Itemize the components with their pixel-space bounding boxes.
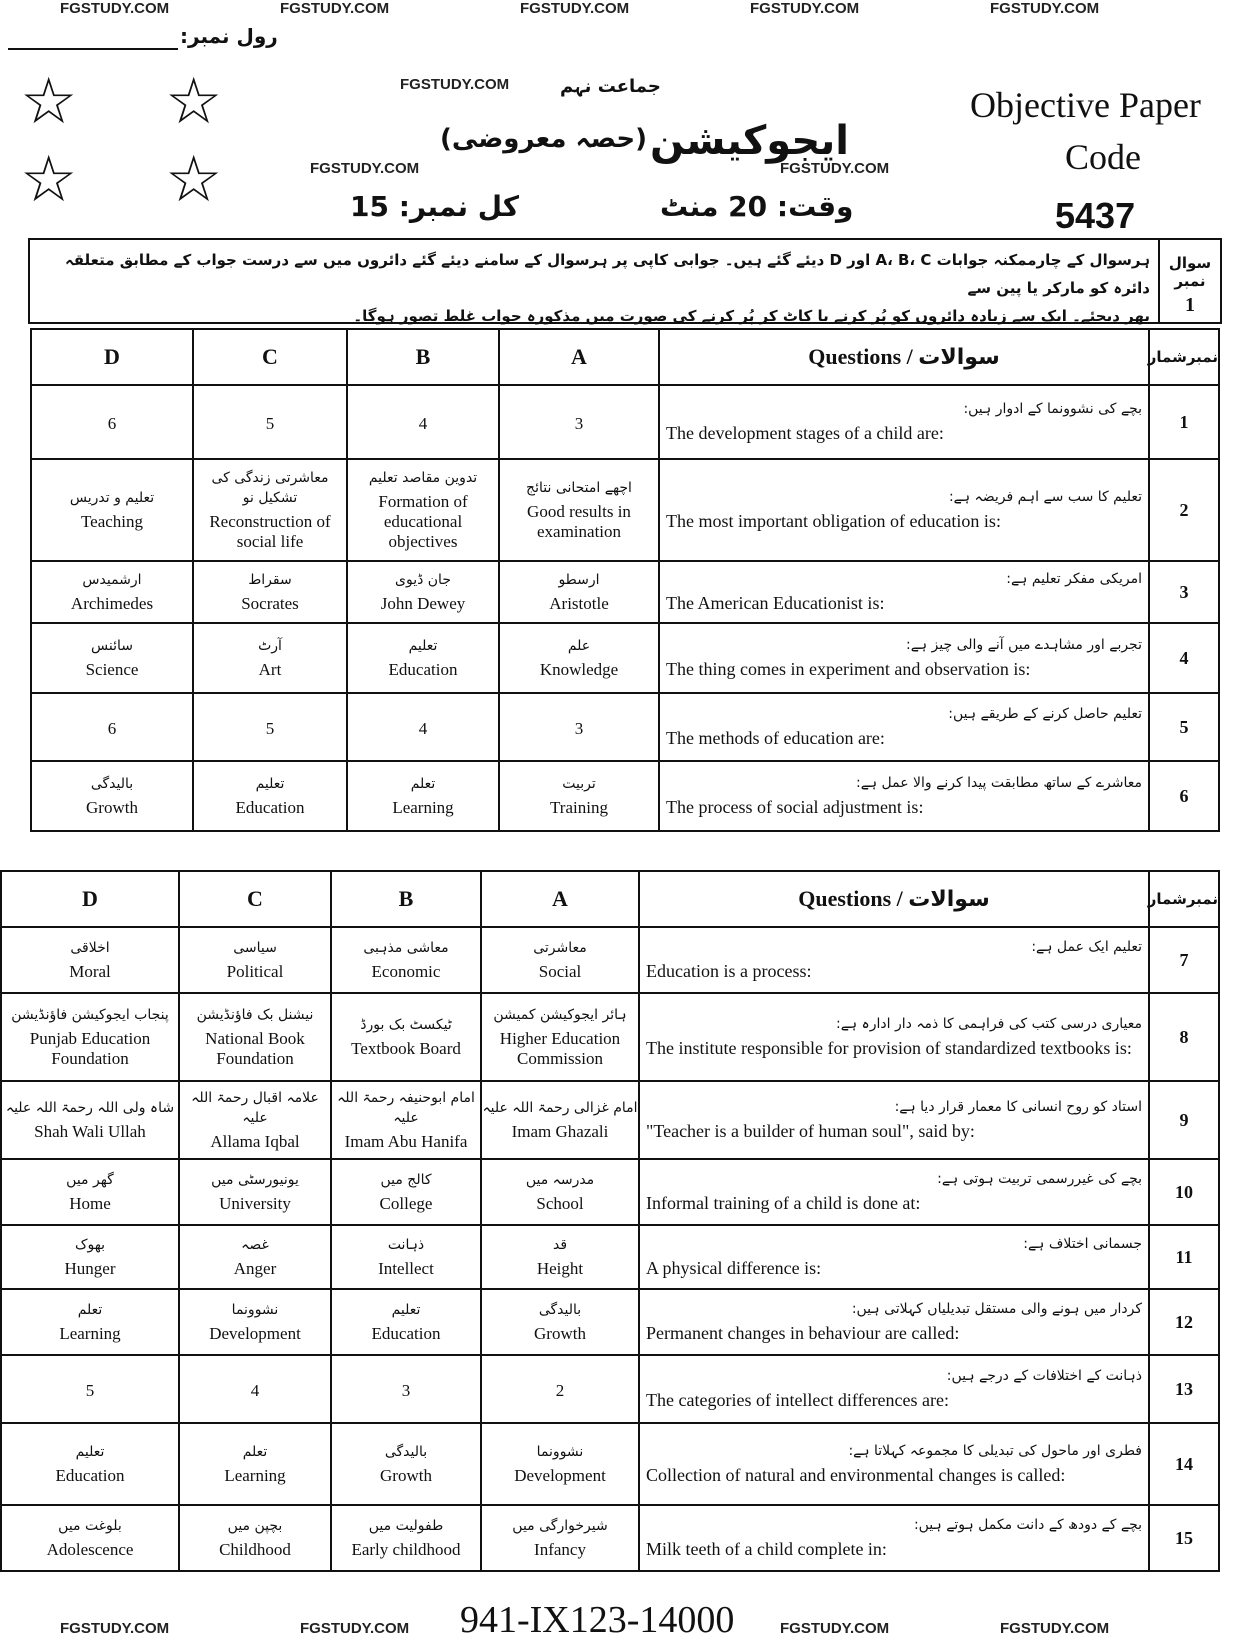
option-c-english: Art bbox=[258, 660, 282, 679]
option-a-urdu: قد bbox=[552, 1237, 568, 1253]
watermark: FGSTUDY.COM bbox=[60, 1620, 170, 1637]
option-b-cell bbox=[347, 385, 499, 459]
option-c-english: Allama Iqbal bbox=[210, 1132, 300, 1151]
option-d-urdu: بالیدگی bbox=[90, 776, 134, 792]
option-a-english: Social bbox=[538, 962, 582, 981]
question-number: 9 bbox=[1149, 1081, 1219, 1159]
question-urdu: استاد کو روح انسانی کا معمار قرار دیا ہے: bbox=[894, 1098, 1142, 1115]
option-b-urdu: ٹیکسٹ بک بورڈ bbox=[360, 1017, 452, 1033]
option-a-urdu: ارسطو bbox=[558, 572, 600, 588]
option-a-english: 3 bbox=[574, 719, 584, 738]
option-d-urdu: پنجاب ایجوکیشن فاؤنڈیشن bbox=[11, 1007, 169, 1023]
questions-header-ur: سوالات bbox=[908, 887, 990, 912]
question-row bbox=[1, 1225, 1219, 1289]
option-a-cell bbox=[481, 1159, 639, 1225]
question-row bbox=[31, 761, 1219, 831]
option-d-cell bbox=[1, 1355, 179, 1423]
option-a-english: Training bbox=[550, 798, 608, 817]
option-a-cell bbox=[499, 761, 659, 831]
option-b-cell bbox=[347, 561, 499, 623]
question-cell bbox=[639, 927, 1149, 993]
option-a-english: Growth bbox=[534, 1324, 586, 1343]
question-english: A physical difference is: bbox=[646, 1257, 822, 1278]
option-a-urdu: امام غزالی رحمۃ اللہ علیہ bbox=[482, 1100, 638, 1116]
option-c-cell bbox=[179, 1159, 331, 1225]
option-d-urdu: تعلم bbox=[77, 1302, 103, 1318]
option-a-urdu: علم bbox=[567, 638, 591, 654]
option-c-cell bbox=[193, 385, 347, 459]
question-cell bbox=[659, 561, 1149, 623]
question-urdu: تعلیم ایک عمل ہے: bbox=[1031, 938, 1142, 955]
question-cell bbox=[639, 993, 1149, 1081]
option-b-english: Formation of educational objectives bbox=[378, 492, 468, 551]
option-c-header: C bbox=[193, 329, 347, 385]
paper-footer-code: 941-IX123-14000 bbox=[460, 1599, 735, 1641]
option-c-cell bbox=[179, 1289, 331, 1355]
question-english: The process of social adjustment is: bbox=[666, 796, 924, 817]
option-a-english: 2 bbox=[555, 1381, 565, 1400]
question-cell bbox=[639, 1081, 1149, 1159]
option-d-urdu: سائنس bbox=[91, 638, 133, 654]
question-cell bbox=[639, 1423, 1149, 1505]
question-row bbox=[1, 1355, 1219, 1423]
option-d-cell bbox=[31, 693, 193, 761]
option-d-urdu: اخلاقی bbox=[70, 940, 110, 956]
question-cell bbox=[659, 693, 1149, 761]
question-english: The institute responsible for provision of standardized textbooks is: bbox=[646, 1037, 1132, 1058]
option-b-cell bbox=[331, 993, 481, 1081]
watermark: FGSTUDY.COM bbox=[300, 1620, 410, 1637]
question-number: 3 bbox=[1149, 561, 1219, 623]
questions-header-en: Questions bbox=[808, 344, 902, 369]
option-a-cell bbox=[481, 1289, 639, 1355]
question-number: 13 bbox=[1149, 1355, 1219, 1423]
option-b-urdu: معاشی مذہبی bbox=[363, 940, 449, 956]
questions-header bbox=[659, 329, 1149, 385]
option-b-urdu: تعلم bbox=[410, 776, 436, 792]
serial-header: نمبرشمار bbox=[1149, 329, 1219, 385]
option-c-english: Development bbox=[209, 1324, 301, 1343]
option-c-urdu: سیاسی bbox=[233, 940, 277, 956]
option-c-cell bbox=[193, 761, 347, 831]
question-row bbox=[31, 693, 1219, 761]
option-b-cell bbox=[331, 1225, 481, 1289]
option-a-english: Infancy bbox=[534, 1540, 586, 1559]
option-a-english: Good results in examination bbox=[527, 502, 631, 541]
option-a-english: Imam Ghazali bbox=[511, 1122, 609, 1141]
option-c-cell bbox=[193, 561, 347, 623]
watermark: FGSTUDY.COM bbox=[780, 160, 890, 177]
option-a-english: 3 bbox=[574, 414, 584, 433]
option-a-cell bbox=[481, 927, 639, 993]
option-c-english: Reconstruction of social life bbox=[209, 512, 331, 551]
option-b-english: Economic bbox=[371, 962, 441, 981]
option-d-english: Moral bbox=[69, 962, 111, 981]
question-number: 2 bbox=[1149, 459, 1219, 561]
option-d-english: Adolescence bbox=[46, 1540, 134, 1559]
option-c-cell bbox=[179, 1225, 331, 1289]
option-c-cell bbox=[179, 1505, 331, 1571]
code-value: 5437 bbox=[1055, 195, 1136, 236]
option-b-english: Textbook Board bbox=[351, 1039, 461, 1058]
option-d-urdu: ارشمیدس bbox=[82, 572, 142, 588]
option-c-english: 5 bbox=[265, 414, 275, 433]
option-d-urdu: تعلیم bbox=[75, 1444, 105, 1460]
option-a-cell bbox=[499, 561, 659, 623]
option-c-english: 5 bbox=[265, 719, 275, 738]
option-c-urdu: تعلیم bbox=[255, 776, 285, 792]
option-d-cell bbox=[1, 1225, 179, 1289]
option-c-english: Learning bbox=[224, 1466, 286, 1485]
question-english: Milk teeth of a child complete in: bbox=[646, 1538, 887, 1559]
option-a-urdu: تربیت bbox=[562, 776, 596, 792]
option-b-cell bbox=[347, 623, 499, 693]
option-b-header: B bbox=[347, 329, 499, 385]
option-b-english: Growth bbox=[380, 1466, 432, 1485]
option-c-cell bbox=[179, 1081, 331, 1159]
header-separator: / bbox=[906, 344, 913, 369]
question-number: 7 bbox=[1149, 927, 1219, 993]
option-d-cell bbox=[31, 459, 193, 561]
question-english: The American Educationist is: bbox=[666, 592, 885, 613]
questions-table-part-2 bbox=[0, 870, 1220, 1572]
option-c-urdu: غصہ bbox=[241, 1237, 269, 1253]
option-d-english: Archimedes bbox=[70, 594, 154, 613]
watermark: FGSTUDY.COM bbox=[400, 76, 510, 93]
option-c-urdu: سقراط bbox=[248, 572, 292, 588]
option-b-english: Early childhood bbox=[351, 1540, 461, 1559]
question-row bbox=[31, 385, 1219, 459]
option-b-urdu: ذہانت bbox=[387, 1237, 425, 1253]
option-c-urdu: نیشنل بک فاؤنڈیشن bbox=[196, 1007, 314, 1023]
option-a-cell bbox=[499, 623, 659, 693]
option-a-english: Higher Education Commission bbox=[499, 1029, 621, 1068]
option-a-urdu: اچھے امتحانی نتائج bbox=[526, 480, 632, 496]
question-number: 14 bbox=[1149, 1423, 1219, 1505]
option-c-english: Education bbox=[235, 798, 305, 817]
option-c-english: National Book Foundation bbox=[205, 1029, 305, 1068]
question-number: 6 bbox=[1149, 761, 1219, 831]
option-d-cell bbox=[1, 1159, 179, 1225]
question-english: The development stages of a child are: bbox=[666, 422, 944, 443]
option-b-urdu: امام ابوحنیفہ رحمۃ اللہ علیہ bbox=[337, 1090, 475, 1126]
option-c-english: Childhood bbox=[219, 1540, 291, 1559]
marks-label: کل نمبر: 15 bbox=[350, 190, 520, 223]
questions-header-ur: سوالات bbox=[918, 345, 1000, 370]
question-number: 1 bbox=[1185, 294, 1195, 316]
watermark: FGSTUDY.COM bbox=[990, 0, 1100, 17]
option-b-english: Learning bbox=[392, 798, 454, 817]
question-row bbox=[31, 561, 1219, 623]
option-a-cell bbox=[499, 385, 659, 459]
code-label: Code bbox=[1065, 137, 1141, 177]
option-b-cell bbox=[347, 693, 499, 761]
question-urdu: تعلیم کا سب سے اہم فریضہ ہے: bbox=[948, 488, 1142, 505]
option-b-english: 4 bbox=[418, 414, 428, 433]
question-row bbox=[1, 1159, 1219, 1225]
option-c-cell bbox=[193, 623, 347, 693]
question-row bbox=[1, 1423, 1219, 1505]
option-b-cell bbox=[331, 1355, 481, 1423]
question-number: 15 bbox=[1149, 1505, 1219, 1571]
option-d-english: 6 bbox=[107, 719, 117, 738]
question-row bbox=[1, 1081, 1219, 1159]
option-b-urdu: تعلیم bbox=[391, 1302, 421, 1318]
question-english: Collection of natural and environmental changes is called: bbox=[646, 1464, 1066, 1485]
question-urdu: بچے کے دودھ کے دانت مکمل ہوتے ہیں: bbox=[913, 1516, 1142, 1533]
option-a-urdu: بالیدگی bbox=[538, 1302, 582, 1318]
option-b-cell bbox=[331, 1159, 481, 1225]
option-b-urdu: تعلیم bbox=[408, 638, 438, 654]
questions-header bbox=[639, 871, 1149, 927]
question-english: The categories of intellect differences are: bbox=[646, 1389, 950, 1410]
star-icon: ☆ bbox=[20, 65, 78, 139]
option-c-english: University bbox=[219, 1194, 291, 1213]
option-d-cell bbox=[31, 561, 193, 623]
option-b-urdu: جان ڈیوی bbox=[395, 572, 451, 588]
question-cell bbox=[639, 1289, 1149, 1355]
watermark: FGSTUDY.COM bbox=[520, 0, 630, 17]
questions-table-part-1 bbox=[30, 328, 1220, 832]
option-a-english: Knowledge bbox=[539, 660, 619, 679]
questions-header-en: Questions bbox=[798, 886, 892, 911]
question-urdu: بچے کی نشوونما کے ادوار ہیں: bbox=[963, 400, 1142, 417]
option-d-cell bbox=[1, 1505, 179, 1571]
option-c-urdu: معاشرتی زندگی کی تشکیل نو bbox=[211, 470, 329, 506]
class-label: جماعت نہم bbox=[560, 76, 661, 97]
option-a-cell bbox=[499, 693, 659, 761]
option-b-english: Education bbox=[371, 1324, 441, 1343]
option-c-english: Socrates bbox=[241, 594, 299, 613]
question-cell bbox=[639, 1505, 1149, 1571]
option-d-english: Learning bbox=[59, 1324, 121, 1343]
option-a-cell bbox=[481, 1505, 639, 1571]
question-cell bbox=[659, 761, 1149, 831]
option-c-urdu: آرٹ bbox=[258, 638, 282, 654]
option-d-english: Education bbox=[55, 1466, 125, 1485]
option-d-english: Shah Wali Ullah bbox=[34, 1122, 146, 1141]
option-b-cell bbox=[331, 1081, 481, 1159]
option-c-cell bbox=[179, 1355, 331, 1423]
option-a-english: Height bbox=[536, 1259, 584, 1278]
section-title: (حصہ معروضی) bbox=[440, 124, 647, 154]
question-number: 12 bbox=[1149, 1289, 1219, 1355]
question-english: Permanent changes in behaviour are called: bbox=[646, 1322, 960, 1343]
instructions-text bbox=[50, 246, 1150, 330]
time-label: وقت: 20 منٹ bbox=[660, 190, 854, 223]
question-number: 4 bbox=[1149, 623, 1219, 693]
option-d-urdu: بھوک bbox=[74, 1237, 106, 1253]
header-separator: / bbox=[896, 886, 903, 911]
option-c-english: 4 bbox=[250, 1381, 260, 1400]
star-icon: ☆ bbox=[165, 143, 223, 217]
question-english: The thing comes in experiment and observation is: bbox=[666, 658, 1031, 679]
subject-title: ایجوکیشن bbox=[650, 118, 849, 164]
question-english: Informal training of a child is done at: bbox=[646, 1192, 921, 1213]
option-c-urdu: علامہ اقبال رحمۃ اللہ علیہ bbox=[191, 1090, 319, 1126]
question-number: 1 bbox=[1149, 385, 1219, 459]
question-urdu: فطری اور ماحول کی تبدیلی کا مجموعہ کہلاتا ہے: bbox=[848, 1442, 1142, 1459]
option-b-english: Imam Abu Hanifa bbox=[344, 1132, 468, 1151]
option-b-urdu: بالیدگی bbox=[384, 1444, 428, 1460]
question-urdu: بچے کی غیررسمی تربیت ہوتی ہے: bbox=[937, 1170, 1142, 1187]
option-c-urdu: یونیورسٹی میں bbox=[211, 1172, 299, 1188]
option-c-english: Anger bbox=[233, 1259, 277, 1278]
option-a-urdu: ہائر ایجوکیشن کمیشن bbox=[493, 1007, 627, 1023]
option-d-english: Teaching bbox=[80, 512, 144, 531]
option-b-cell bbox=[331, 1423, 481, 1505]
option-a-cell bbox=[481, 1225, 639, 1289]
option-b-urdu: کالج میں bbox=[380, 1172, 432, 1188]
option-a-urdu: مدرسہ میں bbox=[525, 1172, 595, 1188]
question-urdu: تجربے اور مشاہدے میں آنے والی چیز ہے: bbox=[905, 636, 1142, 653]
option-d-urdu: شاہ ولی اللہ رحمۃ اللہ علیہ bbox=[5, 1100, 175, 1116]
option-c-cell bbox=[193, 693, 347, 761]
option-a-urdu: معاشرتی bbox=[533, 940, 587, 956]
option-c-urdu: تعلم bbox=[242, 1444, 268, 1460]
option-c-cell bbox=[179, 1423, 331, 1505]
option-a-cell bbox=[481, 1355, 639, 1423]
option-d-english: Punjab Education Foundation bbox=[29, 1029, 151, 1068]
watermark: FGSTUDY.COM bbox=[780, 1620, 890, 1637]
question-english: Education is a process: bbox=[646, 960, 812, 981]
option-b-english: Intellect bbox=[378, 1259, 434, 1278]
option-d-header: D bbox=[31, 329, 193, 385]
question-urdu: امریکی مفکر تعلیم ہے: bbox=[1006, 570, 1142, 587]
question-row bbox=[1, 993, 1219, 1081]
question-number: 10 bbox=[1149, 1159, 1219, 1225]
question-row bbox=[1, 1289, 1219, 1355]
watermark: FGSTUDY.COM bbox=[750, 0, 860, 17]
option-d-cell bbox=[1, 993, 179, 1081]
question-english: "Teacher is a builder of human soul", said by: bbox=[646, 1120, 975, 1141]
question-row bbox=[1, 1505, 1219, 1571]
question-cell bbox=[659, 459, 1149, 561]
question-english: The methods of education are: bbox=[666, 727, 885, 748]
option-d-cell bbox=[31, 385, 193, 459]
question-number: 8 bbox=[1149, 993, 1219, 1081]
question-english: The most important obligation of education is: bbox=[666, 510, 1001, 531]
option-a-urdu: نشوونما bbox=[536, 1444, 584, 1460]
option-b-cell bbox=[331, 1289, 481, 1355]
option-b-cell bbox=[331, 927, 481, 993]
question-row bbox=[1, 927, 1219, 993]
option-d-english: Growth bbox=[86, 798, 138, 817]
option-d-english: Hunger bbox=[64, 1259, 116, 1278]
option-d-english: Science bbox=[85, 660, 139, 679]
roll-number-label: رول نمبر: bbox=[180, 24, 278, 48]
question-row bbox=[31, 459, 1219, 561]
question-urdu: ذہانت کے اختلافات کے درجے ہیں: bbox=[946, 1367, 1142, 1384]
option-a-cell bbox=[481, 1423, 639, 1505]
option-b-urdu: تدوین مقاصد تعلیم bbox=[368, 470, 478, 486]
question-number: 5 bbox=[1149, 693, 1219, 761]
option-d-cell bbox=[1, 1081, 179, 1159]
option-b-cell bbox=[347, 459, 499, 561]
watermark: FGSTUDY.COM bbox=[310, 160, 420, 177]
option-d-english: Home bbox=[69, 1194, 111, 1213]
watermark: FGSTUDY.COM bbox=[60, 0, 170, 17]
question-cell bbox=[639, 1159, 1149, 1225]
option-b-urdu: طفولیت میں bbox=[368, 1518, 444, 1534]
roll-number-line bbox=[8, 48, 178, 50]
option-c-urdu: بچپن میں bbox=[227, 1518, 283, 1534]
option-d-urdu: گھر میں bbox=[66, 1172, 114, 1188]
option-b-english: College bbox=[379, 1194, 433, 1213]
option-b-cell bbox=[347, 761, 499, 831]
instructions-box bbox=[28, 238, 1222, 324]
question-urdu: معاشرے کے ساتھ مطابقت پیدا کرنے والا عمل ہے: bbox=[855, 774, 1142, 791]
option-b-english: 3 bbox=[401, 1381, 411, 1400]
serial-header: نمبرشمار bbox=[1149, 871, 1219, 927]
question-urdu: جسمانی اختلاف ہے: bbox=[1023, 1235, 1142, 1252]
option-d-urdu: تعلیم و تدریس bbox=[69, 490, 155, 506]
option-a-cell bbox=[481, 993, 639, 1081]
star-icon: ☆ bbox=[165, 65, 223, 139]
option-b-cell bbox=[331, 1505, 481, 1571]
question-row bbox=[31, 623, 1219, 693]
question-number-box bbox=[1158, 240, 1220, 322]
option-d-cell bbox=[1, 1289, 179, 1355]
option-c-cell bbox=[179, 993, 331, 1081]
option-b-english: Education bbox=[388, 660, 458, 679]
question-cell bbox=[639, 1355, 1149, 1423]
option-d-cell bbox=[1, 1423, 179, 1505]
option-c-header: C bbox=[179, 871, 331, 927]
option-a-english: Development bbox=[514, 1466, 606, 1485]
watermark: FGSTUDY.COM bbox=[280, 0, 390, 17]
question-cell bbox=[659, 623, 1149, 693]
question-urdu: کردار میں ہونے والی مستقل تبدیلیاں کہلاتی ہیں: bbox=[851, 1300, 1142, 1317]
option-b-header: B bbox=[331, 871, 481, 927]
watermark: FGSTUDY.COM bbox=[1000, 1620, 1110, 1637]
option-c-urdu: نشوونما bbox=[231, 1302, 279, 1318]
option-a-cell bbox=[481, 1081, 639, 1159]
option-a-english: Aristotle bbox=[549, 594, 609, 613]
question-urdu: تعلیم حاصل کرنے کے طریقے ہیں: bbox=[948, 705, 1142, 722]
option-a-cell bbox=[499, 459, 659, 561]
instruction-line: ہرسوال کے چارممکنہ جوابات A، B، C اور D دیئے گئے ہیں۔ جوابی کاپی پر ہرسوال کے سامنے دیئے گئے دائروں میں سے درست جواب کے مطابق متعلقہ دائرہ کو مارکر یا پین سے bbox=[64, 251, 1150, 297]
question-cell bbox=[639, 1225, 1149, 1289]
option-c-english: Political bbox=[226, 962, 284, 981]
question-cell bbox=[659, 385, 1149, 459]
option-d-cell bbox=[1, 927, 179, 993]
option-d-header: D bbox=[1, 871, 179, 927]
option-c-cell bbox=[193, 459, 347, 561]
option-d-english: 5 bbox=[85, 1381, 95, 1400]
question-number-label: سوال نمبر bbox=[1168, 254, 1212, 290]
star-icon: ☆ bbox=[20, 143, 78, 217]
option-d-cell bbox=[31, 623, 193, 693]
option-d-urdu: بلوغت میں bbox=[58, 1518, 122, 1534]
option-c-cell bbox=[179, 927, 331, 993]
option-a-header: A bbox=[481, 871, 639, 927]
option-a-urdu: شیرخوارگی میں bbox=[512, 1518, 608, 1534]
option-a-english: School bbox=[536, 1194, 584, 1213]
option-b-english: John Dewey bbox=[380, 594, 466, 613]
option-b-english: 4 bbox=[418, 719, 428, 738]
question-urdu: معیاری درسی کتب کی فراہمی کا ذمہ دار ادارہ ہے: bbox=[835, 1015, 1142, 1032]
option-d-cell bbox=[31, 761, 193, 831]
option-d-english: 6 bbox=[107, 414, 117, 433]
question-number: 11 bbox=[1149, 1225, 1219, 1289]
instruction-line: بھر دیجئے۔ ایک سے زیادہ دائروں کو پُر کرنے یا کاٹ کر پُر کرنے کی صورت میں مذکورہ جواب غلط تصور ہوگا۔ bbox=[353, 307, 1150, 325]
paper-title: Objective Paper bbox=[970, 85, 1201, 125]
option-a-header: A bbox=[499, 329, 659, 385]
